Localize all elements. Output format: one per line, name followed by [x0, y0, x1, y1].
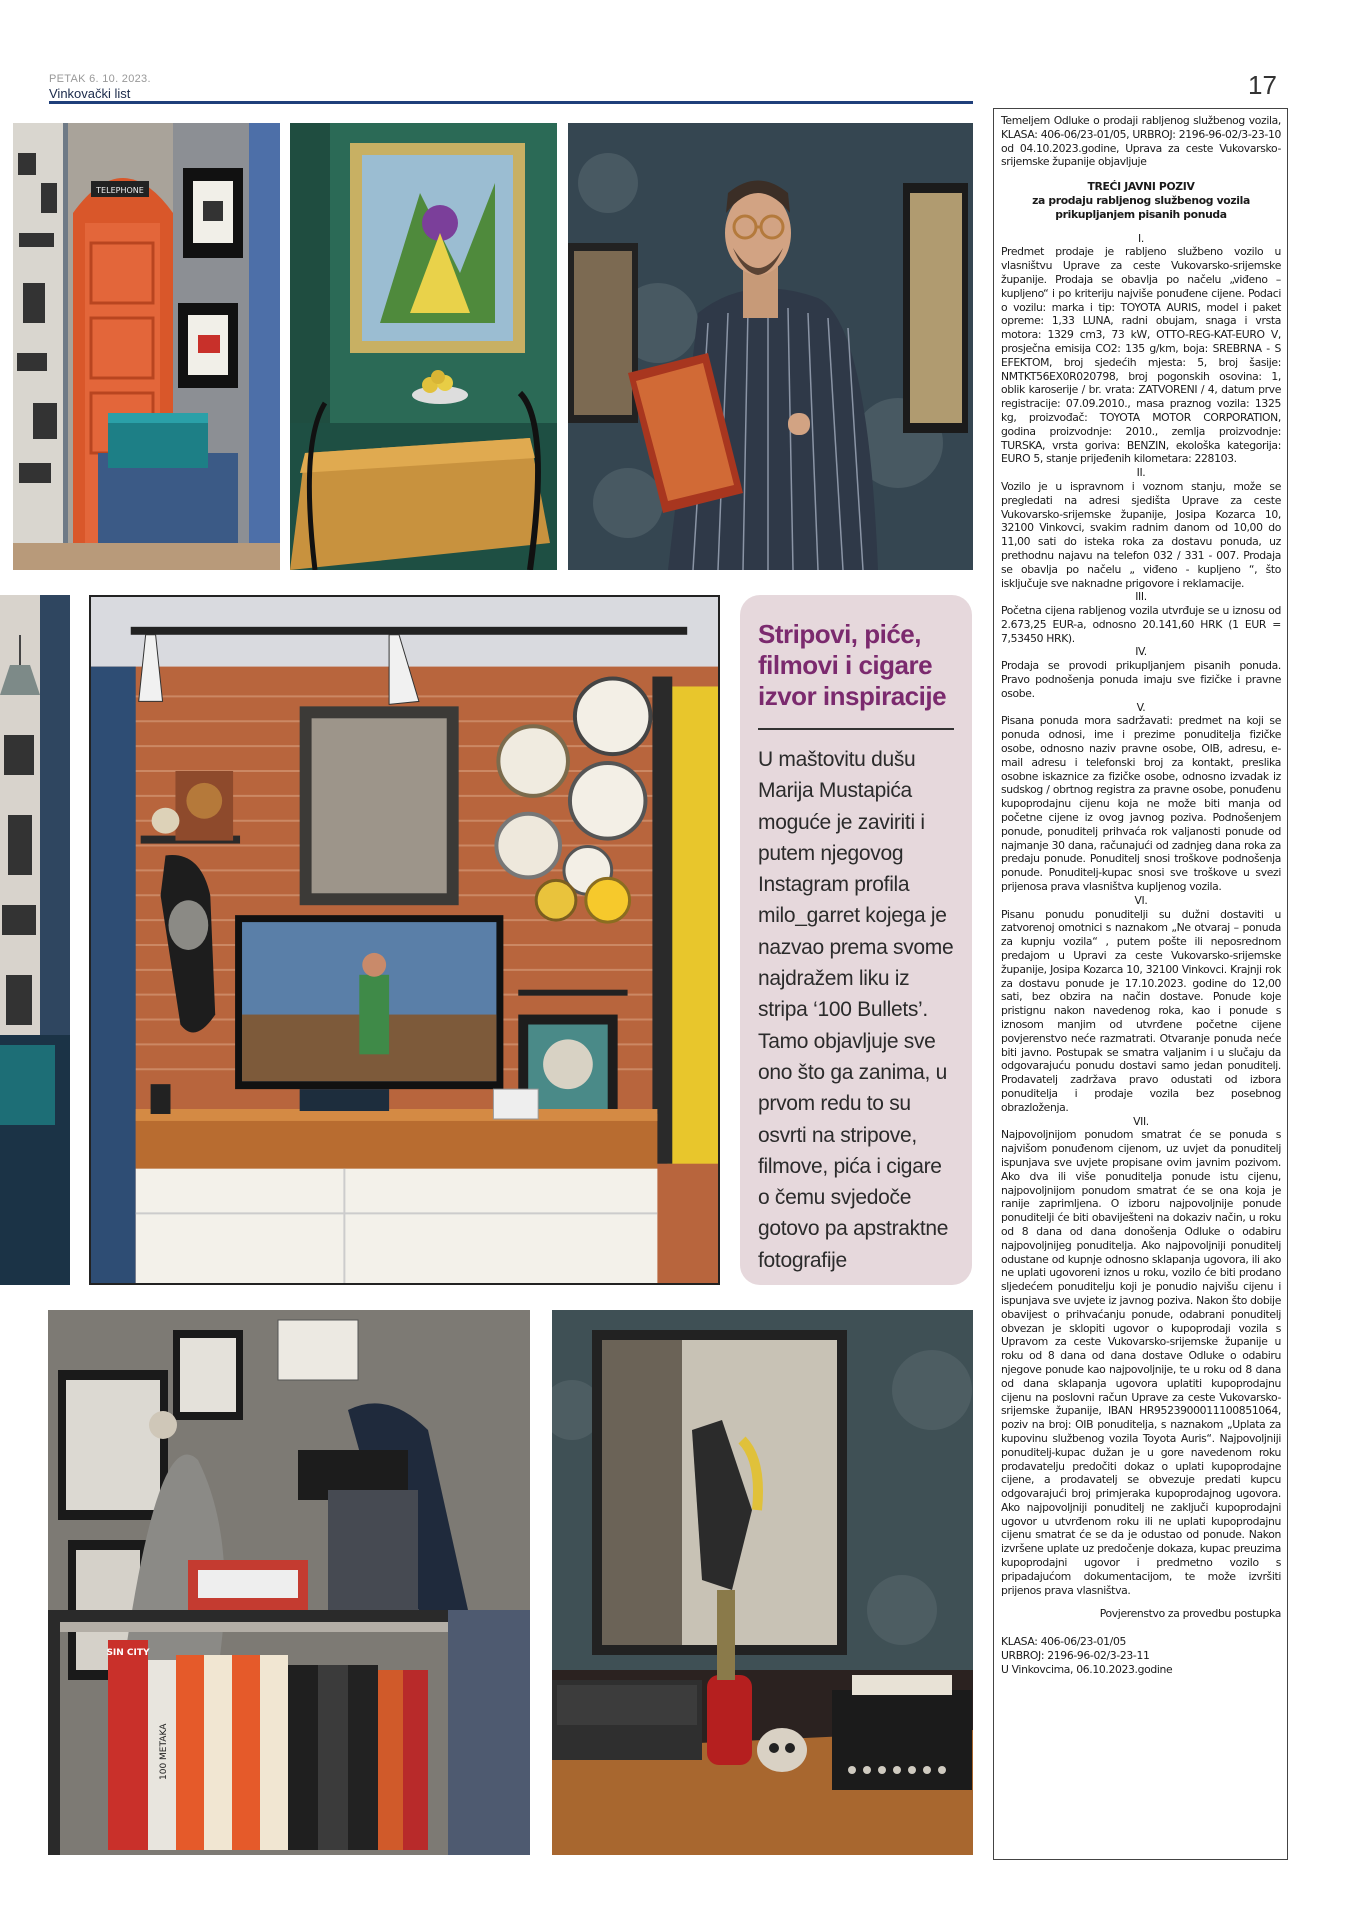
section-7-text: Najpovoljnijom ponudom smatrat će se ponuda s najvišom ponuđenom cijenom, uz uvjet da ponuditelj ispunjava sve uvjete propisane ovim javnim pozivom. Ako dva ili više ponuditelja ponude istu cijenu, najpovoljnijom ponudom smatrat će se ona koja je ranije zaprimljena. O izboru najpovoljnije ponude ponuditelji će biti obaviješteni na dokaziv način, u roku od 8 dana od dana donošenja Odluke o odabiru najpovoljnijeg ponuditelja. Ako najpovoljniji ponuditelj odustane od kupnje odnosno sklapanja ugovora, ili ako ne uplati ugovoreni iznos u roku, vozilo će biti prodano sljedećem ponuditelju koji je ponudio najvišu cijenu i ispunjava sve uvjete iz javnog poziva. Nakon što dobije obavijest o prihvaćanju ponude, odabrani ponuditelj obvezan je sklopiti ugovor o kupoprodaji vozila s Upravom za ceste Vukovarsko-srijemske županije u roku od 8 dana od dana dostave Odluke o odabiru njegove ponude kao najpovoljnije, te u roku od 8 dana od dana sklapanja ugovora uplatiti kupoprodajnu cijenu na poslovni račun Uprave za ceste Vukovarsko-srijemske županije, IBAN HR9523900011100851064, poziv na broj: OIB ponuditelja, s naznakom „Uplata za kupovinu službenog vozila Toyota Auris“. Najpovoljniji ponuditelj-kupac dužan je u gore navedenom roku prodavatelju predočiti dokaz o uplati kupoprodajne cijene, a prodavatelj se obvezuje predati kupcu odgovarajući broj primjeraka kupoprodajnog ugovora. Ako najpovoljniji ponuditelj ne zaključi kupoprodajni ugovor u utvrđenom roku ili ne uplati kupoprodajnu cijenu smatrat će se da je odustao od ponude. Nakon izvršene uplate uz predočenje dokaza, kupac preuzima kupoprodajni ugovor i predmetno vozilo s pripadajućom dokumentacijom, te može izvršiti prijenos prava vlasništva. — [1001, 1128, 1281, 1597]
photo-portrait-man — [568, 123, 973, 570]
section-6-heading: VI. — [1134, 893, 1148, 907]
section-7-heading: VII. — [1133, 1114, 1149, 1128]
callout-body: U maštovitu dušu Marija Mustapića moguće je zaviriti i putem njegovog Instagram profila milo_garret kojega je nazvao prema svome najdražem liku iz stripa ‘100 Bullets’. Tamo objavljuje sve ono što ga zanima, u prvom redu to su osvrti na stripove, filmove, pića i cigare o čemu svjedoče gotovo pa apstraktne fotografije — [758, 748, 954, 1272]
notice-subtitle: za prodaju rabljenog službenog vozila prikupljanjem pisanih ponuda — [1032, 193, 1250, 221]
section-4-heading: IV. — [1135, 645, 1147, 659]
photo-figurines-shelf — [48, 1310, 530, 1855]
photo-telephone-booth — [13, 123, 280, 570]
notice-signature: Povjerenstvo za provedbu postupka — [1099, 1607, 1281, 1621]
section-6-text: Pisanu ponudu ponuditelji su dužni dostaviti u zatvorenoj omotnici s naznakom „Ne otvaraj – ponuda za kupnju vozila“ , putem pošte ili neposrednom predajom u Upravi za ceste Vukovarsko-srijemske županije, Josipa Kozarca 10, 32100 Vinkovci. Krajnji rok za dostavu ponude je 17.10.2023. godine do 12,00 sati, bez obzira na način dostave. Ponude koje pristignu nakon navedenog roka, kao i ponude s iznosom manjim od utvrđene početne cijene povjerenstvo neće razmatrati. Otvaranje ponuda neće biti javno. Postupak se smatra valjanim i u slučaju da odgovarajuću ponudu dostavi samo jedan ponuditelj. Prodavatelj zadržava pravo odustati od izbora ponuditelja i prodaje vozila bez posebnog obrazloženja. — [1001, 907, 1281, 1114]
photo-dining-corner — [290, 123, 557, 570]
section-1-text: Predmet prodaje je rabljeno službeno vozilo u vlasništvu Uprave za ceste Vukovarsko-srijemske županije. Prodaja se obavlja po načelu „viđeno – kupljeno“ i po kriteriju najviše ponuđene cijene. Podaci o vozilu: marka i tip: TOYOTA AURIS, model i paket opreme: 1,33 LUNA, radni obujam, snaga i vrsta motora: 1329 cm3, 73 kW, OTTO-REG-KAT-EURO V, prosječna emisija CO2: 135 g/km, boja: SREBRNA - S EFEKTOM, broj sjedećih mjesta: 5, broj šasije: NMTKT56EX0R020798, broj pogonskih osovina: 1, oblik karoserije / br. vrata: ZATVORENI / 4, datum prve registracije: 07.09.2010., masa praznog vozila: 1325 kg, proizvođač: TOYOTA MOTOR CORPORATION, godina proizvodnje: 2010., zemlja proizvodnje: TURSKA, vrsta goriva: BENZIN, ekološka kategorija: EURO 5, stanje prijeđenih kilometara: 228103. — [1001, 245, 1281, 466]
section-2-heading: II. — [1136, 466, 1146, 480]
notice-klasa: KLASA: 406-06/23-01/05 — [1001, 1635, 1126, 1649]
section-3-text: Početna cijena rabljenog vozila utvrđuje se u iznosu od 2.673,25 EUR-a, odnosno 20.141,60 HRK (1 EUR = 7,53450 HRK). — [1001, 604, 1281, 645]
callout-title: Stripovi, piće, filmovi i cigare izvor inspiracije — [758, 619, 947, 711]
header-rule — [49, 101, 973, 104]
book-spine-label: 100 METAKA — [159, 1723, 169, 1780]
callout-box — [740, 595, 972, 1285]
notice-place-date: U Vinkovcima, 06.10.2023.godine — [1001, 1662, 1173, 1676]
callout-divider — [758, 728, 954, 730]
photo-brick-wall-clocks — [89, 595, 720, 1285]
photo-typewriter-skull — [552, 1310, 973, 1855]
sin-city-label: SIN CITY — [106, 1648, 150, 1658]
notice-title: TREĆI JAVNI POZIV — [1087, 180, 1195, 194]
photo-left-edge — [0, 595, 70, 1285]
notice-intro: Temeljem Odluke o prodaji rabljenog službenog vozila, KLASA: 406-06/23-01/05, URBROJ: 2196-96-02/3-23-10 od 04.10.2023.godine, Uprava za ceste Vukovarsko-srijemske županije objavljuje — [1001, 114, 1281, 169]
section-5-heading: V. — [1136, 700, 1146, 714]
public-notice — [993, 108, 1288, 1860]
section-4-text: Prodaja se provodi prikupljanjem pisanih ponuda. Pravo podnošenja ponuda imaju sve fizičke i pravne osobe. — [1001, 659, 1281, 700]
issue-date: PETAK 6. 10. 2023. — [49, 73, 151, 85]
newspaper-name: Vinkovački list — [49, 86, 131, 101]
section-2-text: Vozilo je u ispravnom i voznom stanju, može se pregledati na adresi sjedišta Uprave za ceste Vukovarsko-srijemske županije, Josipa Kozarca 10, 32100 Vinkovci, svakim radnim danom od 10,00 do 11,00 sati do isteka roka za dostavu ponuda, uz prethodnu najavu na telefon 032 / 331 - 007. Prodaja se obavlja po načelu „ viđeno - kupljeno “, što isključuje sve naknadne prigovore i reklamacije. — [1001, 479, 1281, 590]
section-5-text: Pisana ponuda mora sadržavati: predmet na koji se ponuda odnosi, ime i prezime ponuditelja fizičke osobe, odnosno naziv pravne osobe, OIB, adresu, e-mail adresu i telefonski broj za kontakt, preslika osobne iskaznice za fizičke osobe, odnosno izvadak iz sudskog / obrtnog registra za pravne osobe, ponuđenu kupoprodajnu cijenu koja ne može biti manja od početne cijene iz ovog javnog poziva. Podnošenjem ponude, ponuditelj prihvaća rok valjanosti ponude od najmanje 30 dana, računajući od zadnjeg dana roka za predaju ponude. Ponuditelj snosi troškove podnošenja ponude. Ponuditelj-kupac snosi sve troškove u svezi prijenosa prava vlasništva kupljenog vozila. — [1001, 714, 1281, 894]
section-3-heading: III. — [1135, 590, 1147, 604]
telephone-sign: TELEPHONE — [96, 186, 144, 195]
notice-urbroj: URBROJ: 2196-96-02/3-23-11 — [1001, 1649, 1150, 1663]
section-1-heading: I. — [1138, 231, 1144, 245]
page-number: 17 — [1248, 70, 1277, 100]
